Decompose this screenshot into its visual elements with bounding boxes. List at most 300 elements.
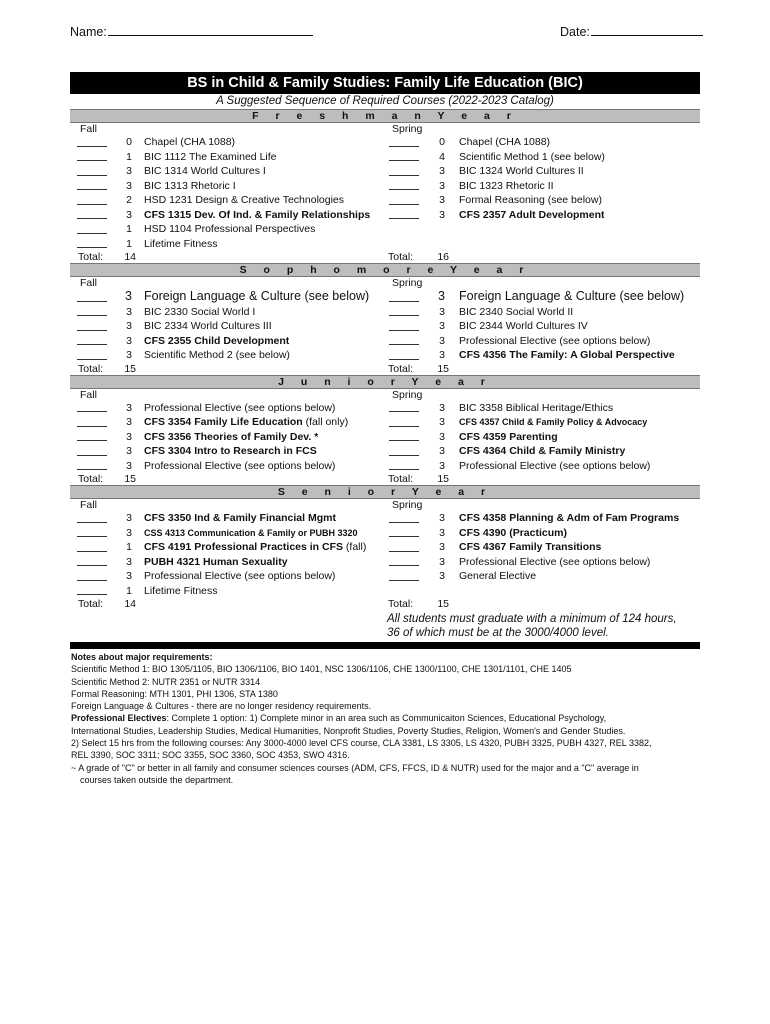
course-row [70, 569, 385, 584]
year-heading: S e n i o r Y e a r [70, 485, 700, 499]
course-row [385, 401, 700, 416]
course-row [70, 430, 385, 445]
grade-blank[interactable] [389, 136, 419, 147]
credit-hours: 3 [439, 555, 445, 568]
credit-hours: 3 [439, 194, 445, 206]
total-hours: 14 [124, 598, 136, 610]
credit-hours: 3 [126, 555, 132, 568]
grade-blank[interactable] [77, 150, 107, 161]
course-name: Professional Elective (see options below) [144, 401, 336, 414]
credit-hours: 3 [126, 445, 132, 457]
course-row [70, 179, 385, 194]
grade-blank[interactable] [389, 526, 419, 537]
course-row [385, 305, 700, 320]
course-title [132, 179, 236, 194]
credit-hours: 3 [439, 445, 445, 457]
course-title [445, 555, 650, 570]
course-title [132, 334, 289, 349]
grade-blank[interactable] [77, 179, 107, 190]
grade-blank[interactable] [77, 416, 107, 427]
course-title [445, 430, 558, 445]
grade-blank[interactable] [389, 416, 419, 427]
grade-blank[interactable] [389, 334, 419, 345]
grade-blank[interactable] [77, 165, 107, 176]
course-name: CFS 3350 Ind & Family Financial Mgmt [144, 512, 336, 524]
course-name: CFS 4358 Planning & Adm of Fam Programs [459, 512, 680, 524]
course-row [70, 444, 385, 459]
course-title [132, 540, 366, 555]
course-row [385, 334, 700, 349]
course-row [70, 164, 385, 179]
course-name: BIC 1324 World Cultures II [459, 165, 584, 177]
course-name: Chapel (CHA 1088) [144, 136, 236, 148]
grade-blank[interactable] [389, 349, 419, 360]
course-title [445, 319, 588, 334]
course-name: CFS 2357 Adult Development [459, 208, 605, 221]
course-name: CFS 3354 Family Life Education [144, 416, 303, 428]
fall-semester [70, 277, 385, 375]
grade-blank[interactable] [77, 541, 107, 552]
credit-hours: 3 [126, 570, 132, 582]
course-title [132, 459, 335, 474]
course-sequence-document [70, 72, 700, 786]
course-name: Scientific Method 1 (see below) [459, 150, 605, 163]
course-title [445, 289, 684, 305]
grade-blank[interactable] [389, 194, 419, 205]
credit-hours: 3 [126, 208, 132, 221]
course-title [132, 135, 235, 150]
course-name: CFS 4367 Family Transitions [459, 541, 602, 553]
semester-total [70, 598, 385, 610]
grade-blank[interactable] [77, 401, 107, 412]
credit-hours: 3 [439, 526, 445, 539]
grade-blank[interactable] [77, 512, 107, 523]
years-container [70, 109, 700, 610]
credit-hours: 3 [439, 305, 445, 318]
total-label: Total: [388, 598, 414, 610]
credit-hours: 3 [439, 541, 445, 553]
note-foreign-language: Foreign Language & Cultures - there are no longer residency requirements. [71, 701, 372, 712]
course-name: Professional Elective (see options below) [459, 459, 651, 472]
semester-columns [70, 123, 700, 263]
course-name: BIC 1323 Rhetoric II [459, 179, 554, 192]
course-title [445, 164, 584, 179]
grade-blank[interactable] [389, 430, 419, 441]
course-row [385, 135, 700, 150]
total-hours: 14 [124, 251, 136, 263]
course-name: BIC 1314 World Cultures I [144, 165, 266, 177]
course-name: CFS 4191 Professional Practices in CFS [144, 541, 343, 553]
course-row [385, 319, 700, 334]
course-row [70, 289, 385, 305]
total-label: Total: [388, 473, 414, 485]
grade-blank[interactable] [389, 401, 419, 412]
course-row [70, 237, 385, 252]
note-professional-electives [71, 712, 700, 724]
fall-semester [70, 499, 385, 610]
course-title [132, 526, 358, 541]
credit-hours: 3 [439, 208, 445, 221]
course-name: Foreign Language & Culture (see below) [144, 289, 370, 303]
grade-blank[interactable] [77, 223, 107, 234]
course-row [385, 430, 700, 445]
credit-hours: 1 [126, 541, 132, 553]
grade-blank[interactable] [389, 291, 419, 302]
course-name: Formal Reasoning (see below) [459, 194, 602, 206]
credit-hours: 1 [126, 237, 132, 250]
course-name: CSS 4313 Communication & Family or PUBH 3320 [144, 527, 358, 538]
semester-columns [70, 389, 700, 486]
grade-blank[interactable] [389, 541, 419, 552]
grade-blank[interactable] [77, 584, 107, 595]
credit-hours: 3 [126, 430, 132, 443]
notes-heading: Notes about major requirements: [71, 652, 213, 662]
grade-blank[interactable] [389, 305, 419, 316]
course-title [132, 222, 315, 237]
course-title [132, 430, 318, 445]
grade-blank[interactable] [77, 349, 107, 360]
credit-hours: 3 [126, 401, 132, 414]
course-name: Chapel (CHA 1088) [459, 136, 551, 148]
total-label: Total: [78, 598, 104, 610]
grade-blank[interactable] [77, 445, 107, 456]
course-title [445, 208, 604, 223]
course-title [445, 193, 602, 208]
spring-semester [385, 277, 700, 375]
course-row [385, 540, 700, 555]
course-name: BIC 2330 Social World I [144, 305, 256, 318]
course-row [70, 305, 385, 320]
credit-hours: 1 [126, 150, 132, 163]
total-hours: 15 [124, 473, 136, 485]
course-title [132, 584, 218, 599]
spring-semester [385, 123, 700, 263]
spring-semester [385, 499, 700, 610]
credit-hours: 2 [126, 194, 132, 206]
course-name: HSD 1104 Professional Perspectives [144, 223, 316, 235]
credit-hours: 4 [439, 150, 445, 163]
course-row [385, 150, 700, 165]
course-note: (fall only) [302, 416, 349, 428]
course-title [445, 459, 650, 474]
total-label: Total: [388, 362, 414, 375]
course-row [70, 222, 385, 237]
course-name: Professional Elective (see options below) [144, 570, 336, 582]
credit-hours: 3 [439, 179, 445, 192]
course-name: CFS 3304 Intro to Research in FCS [144, 445, 317, 457]
date-blank-line[interactable] [591, 24, 703, 36]
total-hours: 16 [437, 251, 449, 263]
notes-section [70, 651, 700, 786]
course-title [445, 540, 601, 555]
course-name: BIC 3358 Biblical Heritage/Ethics [459, 401, 614, 414]
credit-hours: 3 [126, 526, 132, 539]
course-title [445, 348, 675, 363]
course-title [445, 401, 613, 416]
semester-total [385, 363, 700, 375]
grade-blank[interactable] [389, 208, 419, 219]
course-title [445, 150, 605, 165]
course-title [132, 444, 317, 459]
course-row [385, 289, 700, 305]
course-title [132, 319, 272, 334]
total-hours: 15 [437, 473, 449, 485]
credit-hours: 3 [126, 512, 132, 524]
grade-blank[interactable] [389, 165, 419, 176]
total-hours: 15 [437, 598, 449, 610]
grade-blank[interactable] [389, 555, 419, 566]
course-name: PUBH 4321 Human Sexuality [144, 555, 288, 568]
course-title [445, 305, 573, 320]
course-title [132, 415, 348, 430]
professional-electives-label: Professional Electives [71, 713, 167, 724]
note-grade-requirement-cont: courses taken outside the department. [80, 774, 234, 785]
grade-blank[interactable] [77, 305, 107, 316]
course-row [70, 584, 385, 599]
course-name: Professional Elective (see options below) [144, 459, 336, 472]
credit-hours: 3 [126, 334, 132, 347]
empty-row [385, 237, 700, 252]
course-row [70, 193, 385, 208]
course-row [70, 459, 385, 474]
semester-total [70, 473, 385, 485]
course-title [132, 569, 335, 584]
course-row [70, 511, 385, 526]
course-row [385, 555, 700, 570]
total-label: Total: [78, 251, 104, 263]
credit-hours: 0 [126, 136, 132, 148]
grade-blank[interactable] [77, 136, 107, 147]
course-title [445, 334, 650, 349]
credit-hours: 1 [126, 584, 132, 597]
course-name: General Elective [459, 570, 537, 582]
course-row [70, 334, 385, 349]
course-title [445, 135, 550, 150]
grade-blank[interactable] [77, 237, 107, 248]
note-grade-requirement: ~ A grade of "C" or better in all family and consumer sciences courses (ADM, CFS, FFCS, ID & NUTR) used for the major and a "C" average in [71, 762, 639, 773]
grade-blank[interactable] [77, 555, 107, 566]
grade-blank[interactable] [77, 194, 107, 205]
spring-label: Spring [392, 277, 423, 289]
total-label: Total: [78, 473, 104, 485]
course-row [385, 526, 700, 541]
course-title [132, 348, 290, 363]
date-field [560, 24, 703, 39]
credit-hours: 3 [126, 349, 132, 361]
grade-blank[interactable] [77, 320, 107, 331]
course-row [70, 401, 385, 416]
credit-hours: 1 [126, 223, 132, 235]
grade-blank[interactable] [77, 334, 107, 345]
course-name: CFS 4357 Child & Family Policy & Advocacy [459, 417, 648, 427]
course-row [70, 348, 385, 363]
credit-hours: 3 [126, 320, 132, 332]
course-name: Foreign Language & Culture (see below) [459, 289, 685, 303]
course-name: CFS 4356 The Family: A Global Perspective [459, 349, 675, 361]
document-title: BS in Child & Family Studies: Family Life Education (BIC) [70, 72, 700, 94]
course-name: BIC 2340 Social World II [459, 305, 574, 318]
spring-semester [385, 389, 700, 486]
grade-blank[interactable] [389, 445, 419, 456]
year-heading: J u n i o r Y e a r [70, 375, 700, 389]
course-row [385, 208, 700, 223]
graduation-note-line: 36 of which must be at the 3000/4000 level. [387, 627, 609, 639]
spring-label: Spring [392, 388, 423, 401]
course-name: BIC 2344 World Cultures IV [459, 320, 588, 332]
grade-blank[interactable] [77, 291, 107, 302]
semester-total [385, 473, 700, 485]
grade-blank[interactable] [389, 179, 419, 190]
course-title [132, 208, 370, 223]
fall-label: Fall [80, 388, 97, 401]
grade-blank[interactable] [77, 570, 107, 581]
course-title [132, 401, 335, 416]
course-title [445, 511, 679, 526]
year-heading: S o p h o m o r e Y e a r [70, 263, 700, 277]
credit-hours: 3 [438, 289, 445, 303]
semester-total [70, 251, 385, 263]
credit-hours: 3 [439, 401, 445, 414]
credit-hours: 3 [439, 320, 445, 332]
credit-hours: 3 [439, 430, 445, 443]
credit-hours: 3 [126, 305, 132, 318]
section-divider [70, 642, 700, 649]
course-row [70, 415, 385, 430]
course-row [70, 540, 385, 555]
semester-columns [70, 277, 700, 375]
credit-hours: 3 [439, 165, 445, 177]
credit-hours: 3 [439, 349, 445, 361]
semester-total [70, 363, 385, 375]
course-row [70, 150, 385, 165]
course-row [385, 444, 700, 459]
note-scientific-method-2: Scientific Method 2: NUTR 2351 or NUTR 3314 [71, 676, 261, 687]
semester-total [385, 598, 700, 610]
credit-hours: 3 [439, 334, 445, 347]
credit-hours: 3 [439, 512, 445, 524]
course-note: (fall) [343, 541, 367, 553]
graduation-note-row [70, 610, 700, 640]
note-professional-electives-cont: International Studies, Leadership Studies, Medical Humanities, Nonprofit Studies, Poverty Studies, Religion, Women's and Gender Studies. [71, 725, 626, 736]
course-title [132, 289, 369, 305]
semester-columns [70, 499, 700, 610]
name-blank-line[interactable] [108, 24, 313, 36]
course-row [70, 208, 385, 223]
credit-hours: 3 [439, 459, 445, 472]
grade-blank[interactable] [77, 459, 107, 470]
fall-semester [70, 389, 385, 486]
note-scientific-method-1: Scientific Method 1: BIO 1305/1105, BIO 1306/1106, BIO 1401, NSC 1306/1106, CHE 1300/1100, CHE 1301/1101, CHE 1405 [71, 664, 572, 675]
course-row [385, 511, 700, 526]
grade-blank[interactable] [77, 526, 107, 537]
total-label: Total: [388, 251, 414, 263]
credit-hours: 3 [126, 179, 132, 192]
course-title [445, 569, 536, 584]
empty-row [385, 222, 700, 237]
course-name: Lifetime Fitness [144, 584, 218, 597]
grade-blank[interactable] [389, 459, 419, 470]
total-hours: 15 [437, 362, 449, 375]
course-row [70, 135, 385, 150]
course-name: BIC 2334 World Cultures III [144, 320, 272, 332]
course-name: CFS 4390 (Practicum) [459, 526, 567, 539]
credit-hours: 0 [439, 136, 445, 148]
course-name: CFS 1315 Dev. Of Ind. & Family Relationships [144, 208, 371, 221]
name-label: Name: [70, 25, 107, 39]
course-name: CFS 3356 Theories of Family Dev. * [144, 430, 319, 443]
course-title [445, 415, 647, 430]
course-row [70, 555, 385, 570]
credit-hours: 3 [439, 416, 445, 428]
grade-blank[interactable] [389, 512, 419, 523]
semester-total [385, 251, 700, 263]
note-professional-electives-cont: REL 3390, SOC 3311; SOC 3355, SOC 3360, SOC 4353, SWO 4316. [71, 750, 350, 761]
course-title [132, 150, 277, 165]
course-title [132, 511, 336, 526]
course-title [132, 164, 266, 179]
document-subtitle: A Suggested Sequence of Required Courses (2022-2023 Catalog) [216, 95, 554, 107]
credit-hours: 3 [126, 416, 132, 428]
course-name: Lifetime Fitness [144, 237, 218, 250]
grade-blank[interactable] [389, 320, 419, 331]
course-name: CFS 4359 Parenting [459, 430, 558, 443]
fall-label: Fall [80, 277, 97, 289]
fall-semester [70, 123, 385, 263]
course-name: CFS 4364 Child & Family Ministry [459, 445, 626, 457]
grade-blank[interactable] [389, 150, 419, 161]
course-row [385, 459, 700, 474]
course-name: Scientific Method 2 (see below) [144, 349, 290, 361]
grade-blank[interactable] [389, 570, 419, 581]
total-label: Total: [78, 362, 104, 375]
name-field [70, 24, 313, 39]
grade-blank[interactable] [77, 430, 107, 441]
course-title [132, 237, 218, 252]
empty-row [385, 584, 700, 599]
total-hours: 15 [124, 362, 136, 375]
course-row [70, 319, 385, 334]
course-title [132, 555, 288, 570]
graduation-note-line: All students must graduate with a minimum of 124 hours, [387, 613, 677, 625]
course-name: BIC 1112 The Examined Life [144, 150, 277, 163]
credit-hours: 3 [126, 165, 132, 177]
fall-label: Fall [80, 123, 97, 135]
graduation-note [385, 612, 700, 640]
course-row [70, 526, 385, 541]
credit-hours: 3 [439, 570, 445, 582]
credit-hours: 3 [126, 459, 132, 472]
course-title [132, 193, 344, 208]
course-name: Professional Elective (see options below) [459, 555, 651, 568]
year-heading: F r e s h m a n Y e a r [70, 109, 700, 123]
date-label: Date: [560, 25, 590, 39]
course-row [385, 415, 700, 430]
fall-label: Fall [80, 499, 97, 511]
course-row [385, 348, 700, 363]
course-row [385, 569, 700, 584]
note-professional-electives-cont: 2) Select 15 hrs from the following courses: Any 3000-4000 level CFS course, CLA 3381, LS 3305, LS 4320, PUBH 3325, PUBH 4327, REL 3382, [71, 738, 652, 749]
course-row [385, 164, 700, 179]
course-row [385, 179, 700, 194]
spring-label: Spring [392, 123, 423, 135]
course-name: Professional Elective (see options below) [459, 334, 651, 347]
course-row [385, 193, 700, 208]
grade-blank[interactable] [77, 208, 107, 219]
course-name: BIC 1313 Rhetoric I [144, 179, 236, 192]
course-name: HSD 1231 Design & Creative Technologies [144, 194, 345, 206]
professional-electives-text: : Complete 1 option: 1) Complete minor in an area such as Communicaiton Sciences, Educational Psychology, [166, 713, 607, 724]
course-title [445, 526, 567, 541]
